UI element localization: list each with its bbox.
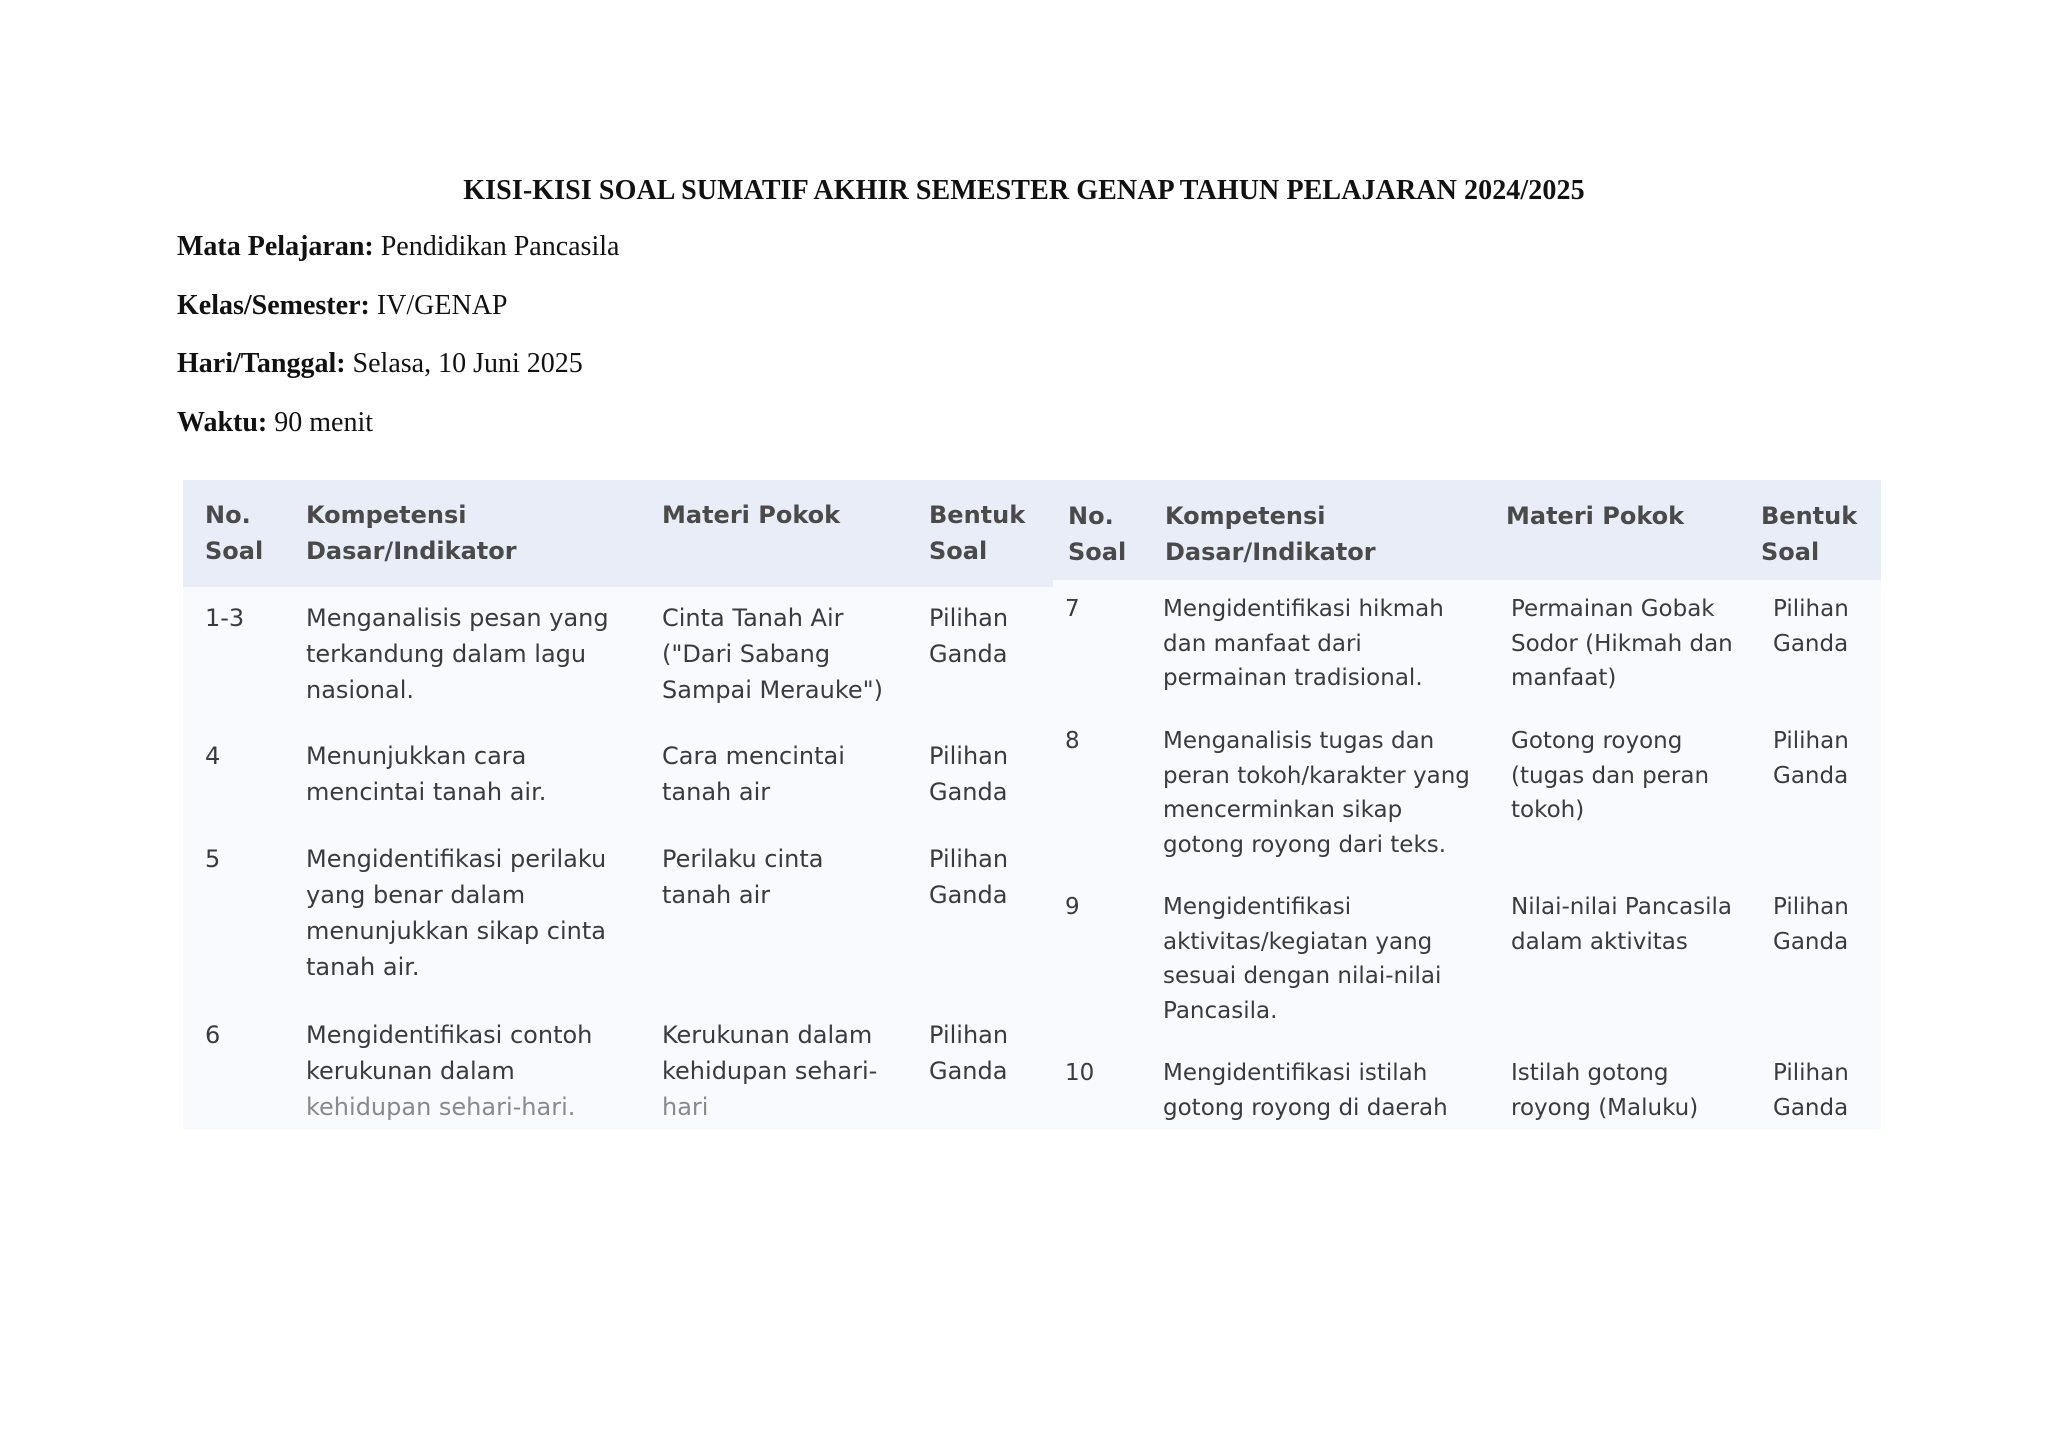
meta-label: Mata Pelajaran: bbox=[177, 231, 374, 262]
meta-value: Selasa, 10 Juni 2025 bbox=[352, 348, 583, 379]
header-no: No. Soal bbox=[205, 501, 264, 565]
header-kompetensi: Kompetensi Dasar/Indikator bbox=[1165, 502, 1376, 566]
row-no: 7 bbox=[1065, 596, 1080, 622]
row-materi: Gotong royong (tugas dan peran tokoh) bbox=[1511, 728, 1710, 823]
row-kompetensi: Mengidentifikasi istilah gotong royong di daerah bbox=[1163, 1060, 1448, 1121]
row-no: 10 bbox=[1065, 1060, 1095, 1086]
row-kompetensi-cut: kehidupan sehari-hari. bbox=[306, 1093, 576, 1121]
row-kompetensi: Mengidentifikasi hikmah dan manfaat dari permainan tradisional. bbox=[1163, 596, 1444, 691]
row-materi: Istilah gotong royong (Maluku) bbox=[1511, 1060, 1699, 1121]
row-no: 4 bbox=[205, 742, 221, 770]
row-materi-cut: hari bbox=[662, 1093, 709, 1121]
row-no: 1-3 bbox=[205, 604, 245, 632]
row-bentuk: Pilihan Ganda bbox=[1773, 728, 1849, 789]
row-bentuk: Pilihan Ganda bbox=[1773, 596, 1849, 657]
meta-value: 90 menit bbox=[274, 407, 374, 438]
row-bentuk: Pilihan Ganda bbox=[1773, 894, 1849, 955]
document-title: KISI-KISI SOAL SUMATIF AKHIR SEMESTER GENAP TAHUN PELAJARAN 2024/2025 bbox=[463, 175, 1585, 206]
row-kompetensi: Menganalisis tugas dan peran tokoh/karakter yang mencerminkan sikap gotong royong dari teks. bbox=[1163, 728, 1470, 858]
meta-label: Kelas/Semester: bbox=[177, 290, 370, 321]
header-no: No. Soal bbox=[1068, 502, 1127, 566]
row-bentuk: Pilihan Ganda bbox=[929, 1021, 1009, 1085]
row-bentuk: Pilihan Ganda bbox=[929, 742, 1009, 806]
row-materi: Cinta Tanah Air ("Dari Sabang Sampai Merauke") bbox=[662, 604, 884, 704]
header-kompetensi: Kompetensi Dasar/Indikator bbox=[306, 501, 517, 565]
row-no: 5 bbox=[205, 845, 221, 873]
row-no: 9 bbox=[1065, 894, 1080, 920]
header-materi: Materi Pokok bbox=[662, 501, 841, 529]
row-kompetensi: Mengidentifikasi perilaku yang benar dalam menunjukkan sikap cinta tanah air. bbox=[306, 845, 607, 981]
row-no: 6 bbox=[205, 1021, 221, 1049]
header-bentuk: Bentuk Soal bbox=[1761, 502, 1858, 566]
meta-value: Pendidikan Pancasila bbox=[380, 231, 620, 262]
meta-date bbox=[177, 348, 583, 380]
meta-subject bbox=[177, 231, 619, 263]
row-bentuk: Pilihan Ganda bbox=[929, 845, 1009, 909]
meta-label: Hari/Tanggal: bbox=[177, 348, 346, 379]
row-kompetensi: Mengidentifikasi aktivitas/kegiatan yang sesuai dengan nilai-nilai Pancasila. bbox=[1163, 894, 1442, 1024]
meta-value: IV/GENAP bbox=[376, 290, 508, 321]
row-kompetensi: Menunjukkan cara mencintai tanah air. bbox=[306, 742, 547, 806]
row-materi: Kerukunan dalam kehidupan sehari- bbox=[662, 1021, 878, 1085]
row-kompetensi: Mengidentifikasi contoh kerukunan dalam bbox=[306, 1021, 593, 1085]
row-materi: Perilaku cinta tanah air bbox=[662, 845, 824, 909]
row-bentuk: Pilihan Ganda bbox=[929, 604, 1009, 668]
row-materi: Permainan Gobak Sodor (Hikmah dan manfaat) bbox=[1511, 596, 1733, 691]
meta-time bbox=[177, 407, 373, 439]
row-materi: Cara mencintai tanah air bbox=[662, 742, 845, 806]
meta-class bbox=[177, 290, 508, 322]
meta-label: Waktu: bbox=[177, 407, 268, 438]
table-left bbox=[183, 480, 1053, 1130]
row-no: 8 bbox=[1065, 728, 1080, 754]
header-bentuk: Bentuk Soal bbox=[929, 501, 1026, 565]
row-bentuk: Pilihan Ganda bbox=[1773, 1060, 1849, 1121]
row-materi: Nilai-nilai Pancasila dalam aktivitas bbox=[1511, 894, 1733, 955]
table-right bbox=[1053, 480, 1881, 1130]
row-kompetensi: Menganalisis pesan yang terkandung dalam lagu nasional. bbox=[306, 604, 609, 704]
header-materi: Materi Pokok bbox=[1506, 502, 1685, 530]
